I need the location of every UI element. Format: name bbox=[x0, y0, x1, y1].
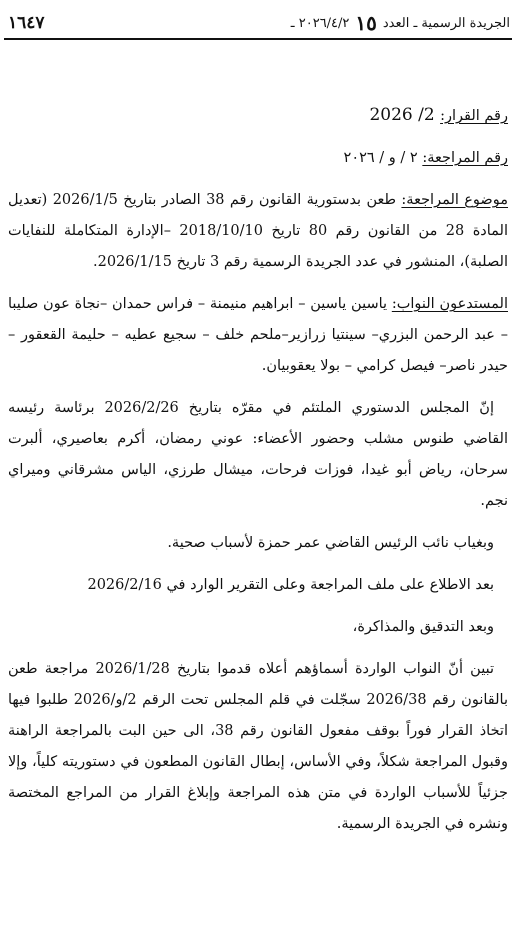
issue-date: ٢٠٢٦/٤/٢ ـ bbox=[290, 15, 350, 31]
review-subject-label: موضوع المراجعة: bbox=[401, 192, 508, 208]
header-divider bbox=[4, 38, 512, 40]
gazette-title: الجريدة الرسمية ـ العدد bbox=[382, 15, 510, 31]
petitioners-label: المستدعون النواب: bbox=[391, 296, 508, 312]
review-file-paragraph: بعد الاطلاع على ملف المراجعة وعلى التقرير الوارد في 2026/2/16 bbox=[87, 577, 494, 593]
review-subject bbox=[8, 185, 508, 278]
decision-number-value: 2/ 2026 bbox=[369, 105, 441, 125]
page-header bbox=[8, 10, 510, 36]
deliberation-paragraph: وبعد التدقيق والمذاكرة، bbox=[352, 619, 494, 635]
petitioners-text: ياسين ياسين – ابراهيم منيمنة – فراس حمدان –نجاة عون صليبا – عبد الرحمن البزري– سينتيا زرازير–ملحم خلف – سجيع عطيه – حليمة القعقور – حيدر ناصر– فيصل كرامي – بولا يعقوبيان. bbox=[8, 296, 508, 374]
review-subject-text: طعن بدستورية القانون رقم 38 الصادر بتاريخ 2026/1/5 (تعديل المادة 28 من القانون رقم 80 تاريخ 2018/10/10 –الإدارة المتكاملة للنفايات الصلبة)، المنشور في عدد الجريدة الرسمية رقم 3 تاريخ 2026/1/15. bbox=[8, 192, 509, 270]
review-number-line bbox=[8, 143, 508, 174]
page-number: ١٦٤٧ bbox=[8, 13, 45, 33]
review-number-label: رقم المراجعة: bbox=[422, 150, 508, 166]
petitioners bbox=[8, 289, 508, 382]
finding-paragraph: تبين أنّ النواب الواردة أسماؤهم أعلاه قدموا بتاريخ 2026/1/28 مراجعة طعن بالقانون رقم 2026/38 سجّلت في قلم المجلس تحت الرقم 2/و/2026 طلبوا فيها اتخاذ القرار فوراً بوقف مفعول القانون رقم 38، الى حين البت بالمراجعة الراهنة وقبول المراجعة شكلاً، وفي الأساس، إبطال القانون المطعون في دستوريته كلياً، وإلا جزئياً للأسباب الواردة في متن هذه المراجعة وإبلاغ القرار من المراجع المختصة ونشره في الجريدة الرسمية. bbox=[8, 661, 508, 832]
council-paragraph: إنّ المجلس الدستوري الملتئم في مقرّه بتاريخ 2026/2/26 برئاسة رئيسه القاضي طنوس مشلب وحضور الأعضاء: عوني رمضان، أكرم بعاصيري، ألبرت سرحان، رياض أبو غيدا، فوزات فرحات، ميشال طرزي، الياس مشرقاني وميراي نجم. bbox=[8, 400, 508, 509]
header-title-group bbox=[291, 13, 510, 33]
issue-number: ١٥ bbox=[355, 11, 377, 35]
document-body bbox=[8, 100, 508, 851]
decision-number-label: رقم القرار: bbox=[440, 108, 508, 124]
decision-number-line bbox=[8, 100, 508, 132]
absence-paragraph: وبغياب نائب الرئيس القاضي عمر حمزة لأسباب صحية. bbox=[167, 535, 494, 551]
review-number-value: ٢ / و / ٢٠٢٦ bbox=[343, 150, 423, 166]
